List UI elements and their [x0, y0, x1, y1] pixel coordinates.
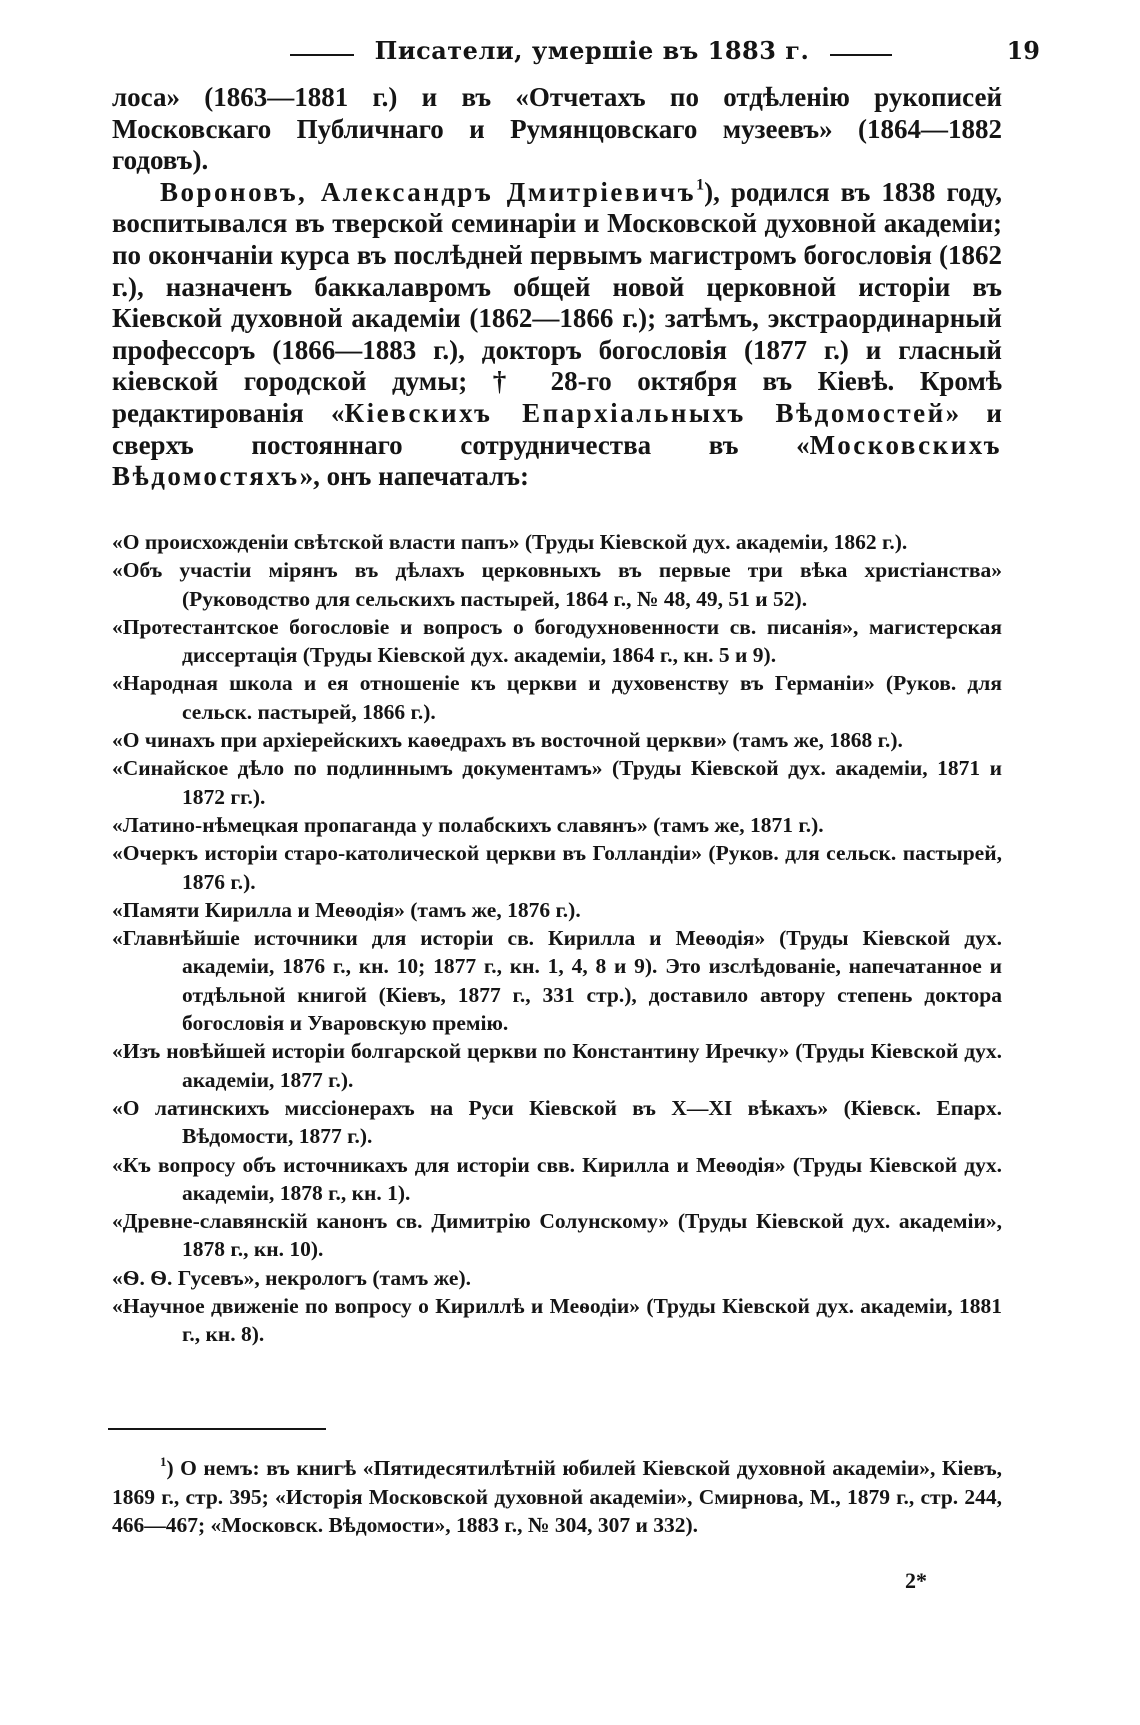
entry-text: ), родился въ 1838 году, воспитывался въ тверской семинаріи и Московской духовной академіи; по окончаніи курса въ послѣдней первымъ магистромъ богословія (1862 г.), назначенъ баккалавромъ общей новой церковной исторіи въ Кіевской духовной академіи (1862—1866 г.); затѣмъ, экстраординарный профессоръ (1866—1883 г.), докторъ богословія (1877 г.) и гласный кіевской городской думы; † 28-го октября въ Кіевѣ. Кромѣ редактированія « [112, 176, 1002, 428]
work-item: «Латино-нѣмецкая пропаганда у полабскихъ славянъ» (тамъ же, 1871 г.). [112, 812, 824, 837]
footnote-paragraph [112, 1454, 1002, 1540]
footnote-separator [108, 1428, 326, 1430]
work-item: «Древне-славянскій канонъ св. Димитрію Солунскому» (Труды Кіевской дух. академіи», 1878 г., кн. 10). [112, 1209, 1002, 1262]
header-rule-right [830, 54, 892, 56]
work-item: «Протестантское богословіе и вопросъ о богодухновенности св. писанія», магистерская диссертація (Труды Кіевской дух. академіи, 1864 г., кн. 5 и 9). [112, 614, 1002, 668]
entry-paragraph [112, 177, 1002, 493]
printer-signature-mark: 2* [905, 1568, 927, 1593]
work-item: «О чинахъ при архіерейскихъ каѳедрахъ въ восточной церкви» (тамъ же, 1868 г.). [112, 728, 903, 753]
entry-text: » и сверхъ постояннаго сотрудничества въ « [112, 397, 1002, 460]
continuation-paragraph: лоса» (1863—1881 г.) и въ «Отчетахъ по отдѣленію рукописей Московскаго Публичнаго и Румянцовскаго музеевъ» (1864—1882 годовъ). [112, 82, 1002, 176]
entry-name: Вороновъ, Александръ Дмитріевичъ [160, 176, 696, 207]
work-item: «О происхожденіи свѣтской власти папъ» (Труды Кіевской дух. академіи, 1862 г.). [112, 530, 908, 554]
running-title: Писатели, умершіе въ 1883 г. [374, 36, 810, 65]
work-item: «Народная школа и ея отношеніе къ церкви и духовенству въ Германіи» (Руков. для сельск. пастырей, 1866 г.). [112, 671, 1002, 724]
footnote-text: ) О немъ: въ книгѣ «Пятидесятилѣтній юбилей Кіевской духовной академіи», Кіевъ, 1869 г., стр. 395; «Исторія Московской духовной академіи», Смирнова, М., 1879 г., стр. 244, 466—467; «Московск. Вѣдомости», 1883 г., № 304, 307 и 332). [112, 1456, 1002, 1537]
work-item: «Объ участіи мірянъ въ дѣлахъ церковныхъ въ первые три вѣка христіанства» (Руководство для сельскихъ пастырей, 1864 г., № 48, 49, 51 и 52). [112, 558, 1002, 611]
footnote [112, 1454, 1002, 1540]
header-rule-left [290, 54, 354, 56]
footnote-mark: 1 [160, 1454, 167, 1469]
page-number: 19 [1006, 36, 1040, 65]
work-item: «Научное движеніе по вопросу о Кириллѣ и Меѳодіи» (Труды Кіевской дух. академіи, 1881 г., кн. 8). [112, 1294, 1002, 1347]
works-list [112, 528, 1002, 1349]
main-text [112, 82, 1002, 493]
work-item: «Къ вопросу объ источникахъ для исторіи свв. Кирилла и Меѳодія» (Труды Кіевской дух. академіи, 1878 г., кн. 1). [112, 1152, 1002, 1205]
work-item: «Очеркъ исторіи старо-католической церкви въ Голландіи» (Руков. для сельск. пастырей, 1876 г.). [112, 841, 1002, 894]
running-header [110, 36, 1040, 78]
entry-text: », онъ напечаталъ: [299, 461, 529, 492]
work-item: «Синайское дѣло по подлиннымъ документамъ» (Труды Кіевской дух. академіи, 1871 и 1872 гг.). [112, 756, 1002, 809]
journal-title: Кіевскихъ Епархіальныхъ Вѣдомостей [344, 397, 946, 428]
work-item: «Главнѣйшіе источники для исторіи св. Кирилла и Меѳодія» (Труды Кіевской дух. академіи, 1876 г., кн. 10; 1877 г., кн. 1, 4, 8 и 9). Это изслѣдованіе, напечатанное и отдѣльной книгой (Кіевъ, 1877 г., 331 стр.), доставило автору степень доктора богословія и Уваровскую премію. [112, 926, 1002, 1036]
journal-title: Московскихъ Вѣдомостяхъ [112, 429, 1002, 492]
work-item: «Ѳ. Ѳ. Гусевъ», некрологъ (тамъ же). [112, 1265, 472, 1290]
footnote-reference[interactable]: 1 [695, 175, 705, 194]
work-item: «О латинскихъ миссіонерахъ на Руси Кіевской въ X—XI вѣкахъ» (Кіевск. Епарх. Вѣдомости, 1877 г.). [112, 1095, 1002, 1149]
work-item: «Памяти Кирилла и Меѳодія» (тамъ же, 1876 г.). [112, 897, 581, 922]
work-item: «Изъ новѣйшей исторіи болгарской церкви по Константину Иречку» (Труды Кіевской дух. академіи, 1877 г.). [112, 1039, 1002, 1092]
